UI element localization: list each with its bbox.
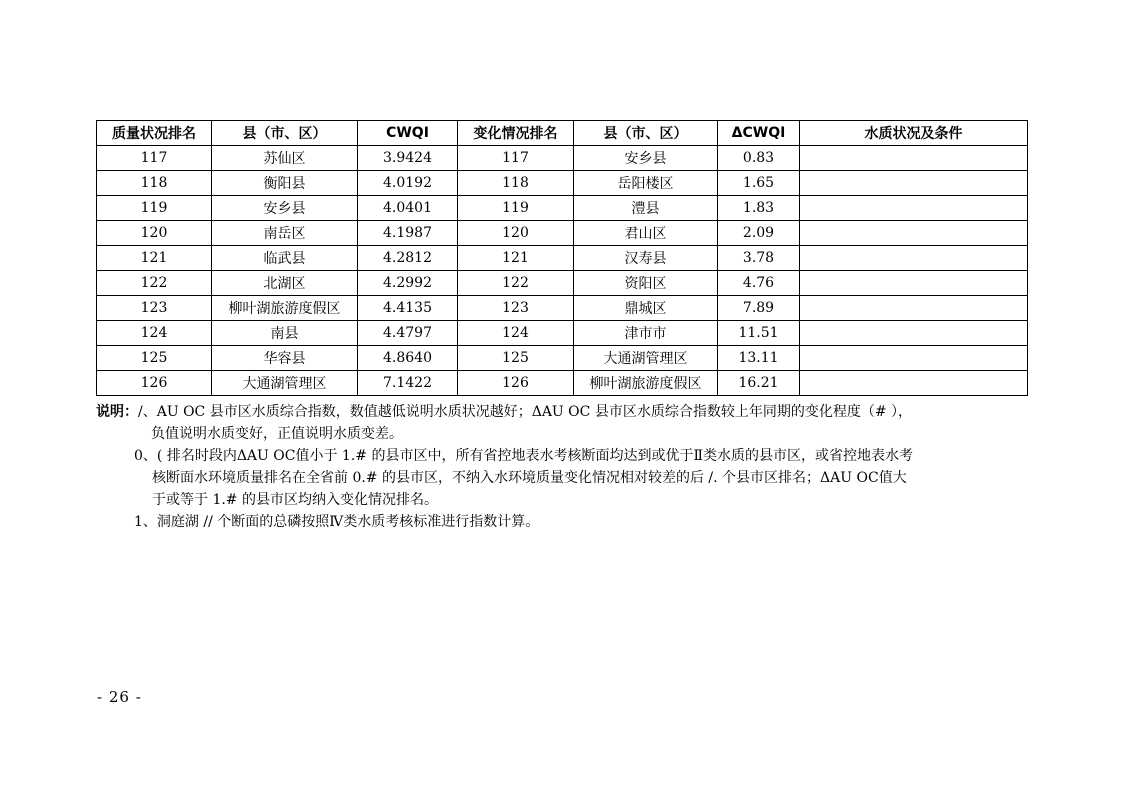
cell-delta-cwqi: 1.83 — [718, 196, 800, 221]
cell-water-condition — [800, 246, 1028, 271]
notes-lead: 说明： — [96, 404, 138, 420]
cell-water-condition — [800, 146, 1028, 171]
cell-county-2: 澧县 — [574, 196, 718, 221]
notes-section — [96, 401, 1026, 533]
cell-water-condition — [800, 321, 1028, 346]
cell-change-rank: 117 — [458, 146, 574, 171]
table-row — [97, 296, 1028, 321]
cell-delta-cwqi: 1.65 — [718, 171, 800, 196]
table-row — [97, 146, 1028, 171]
cell-county-2: 君山区 — [574, 221, 718, 246]
note-line-5: 于或等于 1.# 的县市区均纳入变化情况排名。 — [152, 492, 438, 508]
cell-delta-cwqi: 13.11 — [718, 346, 800, 371]
cell-water-condition — [800, 371, 1028, 396]
cell-delta-cwqi: 3.78 — [718, 246, 800, 271]
table-row — [97, 171, 1028, 196]
cell-county-2: 汉寿县 — [574, 246, 718, 271]
table-row — [97, 196, 1028, 221]
cell-quality-rank: 125 — [97, 346, 212, 371]
cell-county: 临武县 — [212, 246, 358, 271]
page-number: - 26 - — [97, 688, 142, 706]
cell-county: 衡阳县 — [212, 171, 358, 196]
cell-change-rank: 123 — [458, 296, 574, 321]
note-line-1 — [96, 401, 1026, 423]
cell-county-2: 大通湖管理区 — [574, 346, 718, 371]
cell-county: 华容县 — [212, 346, 358, 371]
cell-delta-cwqi: 2.09 — [718, 221, 800, 246]
cell-cwqi: 4.8640 — [358, 346, 458, 371]
cell-cwqi: 4.4797 — [358, 321, 458, 346]
table-row — [97, 271, 1028, 296]
cell-water-condition — [800, 296, 1028, 321]
header-delta-cwqi: ΔCWQI — [718, 121, 800, 146]
cell-delta-cwqi: 11.51 — [718, 321, 800, 346]
note-text-1: /、AU OC 县市区水质综合指数，数值越低说明水质状况越好；ΔAU OC 县市区水质综合指数较上年同期的变化程度（# ）， — [138, 404, 913, 420]
cell-change-rank: 122 — [458, 271, 574, 296]
cell-county-2: 津市市 — [574, 321, 718, 346]
cell-county: 柳叶湖旅游度假区 — [212, 296, 358, 321]
cell-water-condition — [800, 196, 1028, 221]
cell-cwqi: 4.2992 — [358, 271, 458, 296]
cell-change-rank: 125 — [458, 346, 574, 371]
header-water-condition: 水质状况及条件 — [800, 121, 1028, 146]
table-row — [97, 221, 1028, 246]
cell-quality-rank: 122 — [97, 271, 212, 296]
cell-cwqi: 4.0401 — [358, 196, 458, 221]
table-header-row — [97, 121, 1028, 146]
cell-quality-rank: 118 — [97, 171, 212, 196]
cell-county: 北湖区 — [212, 271, 358, 296]
cell-cwqi: 4.0192 — [358, 171, 458, 196]
cell-change-rank: 121 — [458, 246, 574, 271]
table-row — [97, 346, 1028, 371]
cell-quality-rank: 117 — [97, 146, 212, 171]
table-row — [97, 371, 1028, 396]
header-change-rank: 变化情况排名 — [458, 121, 574, 146]
cell-water-condition — [800, 171, 1028, 196]
cell-county: 苏仙区 — [212, 146, 358, 171]
cell-water-condition — [800, 221, 1028, 246]
cell-change-rank: 120 — [458, 221, 574, 246]
cell-delta-cwqi: 0.83 — [718, 146, 800, 171]
header-county: 县（市、区） — [212, 121, 358, 146]
table-row — [97, 246, 1028, 271]
cell-quality-rank: 121 — [97, 246, 212, 271]
cell-county-2: 安乡县 — [574, 146, 718, 171]
cell-county-2: 柳叶湖旅游度假区 — [574, 371, 718, 396]
cell-quality-rank: 123 — [97, 296, 212, 321]
cell-county: 大通湖管理区 — [212, 371, 358, 396]
cell-change-rank: 118 — [458, 171, 574, 196]
header-cwqi: CWQI — [358, 121, 458, 146]
cell-cwqi: 4.4135 — [358, 296, 458, 321]
ranking-table — [96, 120, 1028, 396]
cell-cwqi: 7.1422 — [358, 371, 458, 396]
note-line-4: 核断面水环境质量排名在全省前 0.# 的县市区，不纳入水环境质量变化情况相对较差的后 /. 个县市区排名；ΔAU OC值大 — [152, 470, 907, 486]
note-line-3: 0、( 排名时段内ΔAU OC值小于 1.# 的县市区中，所有省控地表水考核断面均达到或优于Ⅱ类水质的县市区，或省控地表水考 — [134, 448, 913, 464]
cell-change-rank: 119 — [458, 196, 574, 221]
cell-county-2: 资阳区 — [574, 271, 718, 296]
cell-water-condition — [800, 271, 1028, 296]
cell-quality-rank: 119 — [97, 196, 212, 221]
cell-cwqi: 4.2812 — [358, 246, 458, 271]
cell-county: 南岳区 — [212, 221, 358, 246]
cell-quality-rank: 126 — [97, 371, 212, 396]
cell-county: 安乡县 — [212, 196, 358, 221]
cell-delta-cwqi: 4.76 — [718, 271, 800, 296]
cell-change-rank: 124 — [458, 321, 574, 346]
cell-quality-rank: 120 — [97, 221, 212, 246]
cell-county: 南县 — [212, 321, 358, 346]
cell-county-2: 岳阳楼区 — [574, 171, 718, 196]
cell-cwqi: 3.9424 — [358, 146, 458, 171]
header-county-2: 县（市、区） — [574, 121, 718, 146]
note-line-2: 负值说明水质变好，正值说明水质变差。 — [151, 426, 403, 442]
cell-county-2: 鼎城区 — [574, 296, 718, 321]
cell-delta-cwqi: 16.21 — [718, 371, 800, 396]
table-row — [97, 321, 1028, 346]
cell-change-rank: 126 — [458, 371, 574, 396]
header-quality-rank: 质量状况排名 — [97, 121, 212, 146]
cell-quality-rank: 124 — [97, 321, 212, 346]
cell-cwqi: 4.1987 — [358, 221, 458, 246]
cell-water-condition — [800, 346, 1028, 371]
cell-delta-cwqi: 7.89 — [718, 296, 800, 321]
note-line-6: 1、洞庭湖 // 个断面的总磷按照Ⅳ类水质考核标准进行指数计算。 — [134, 514, 540, 530]
